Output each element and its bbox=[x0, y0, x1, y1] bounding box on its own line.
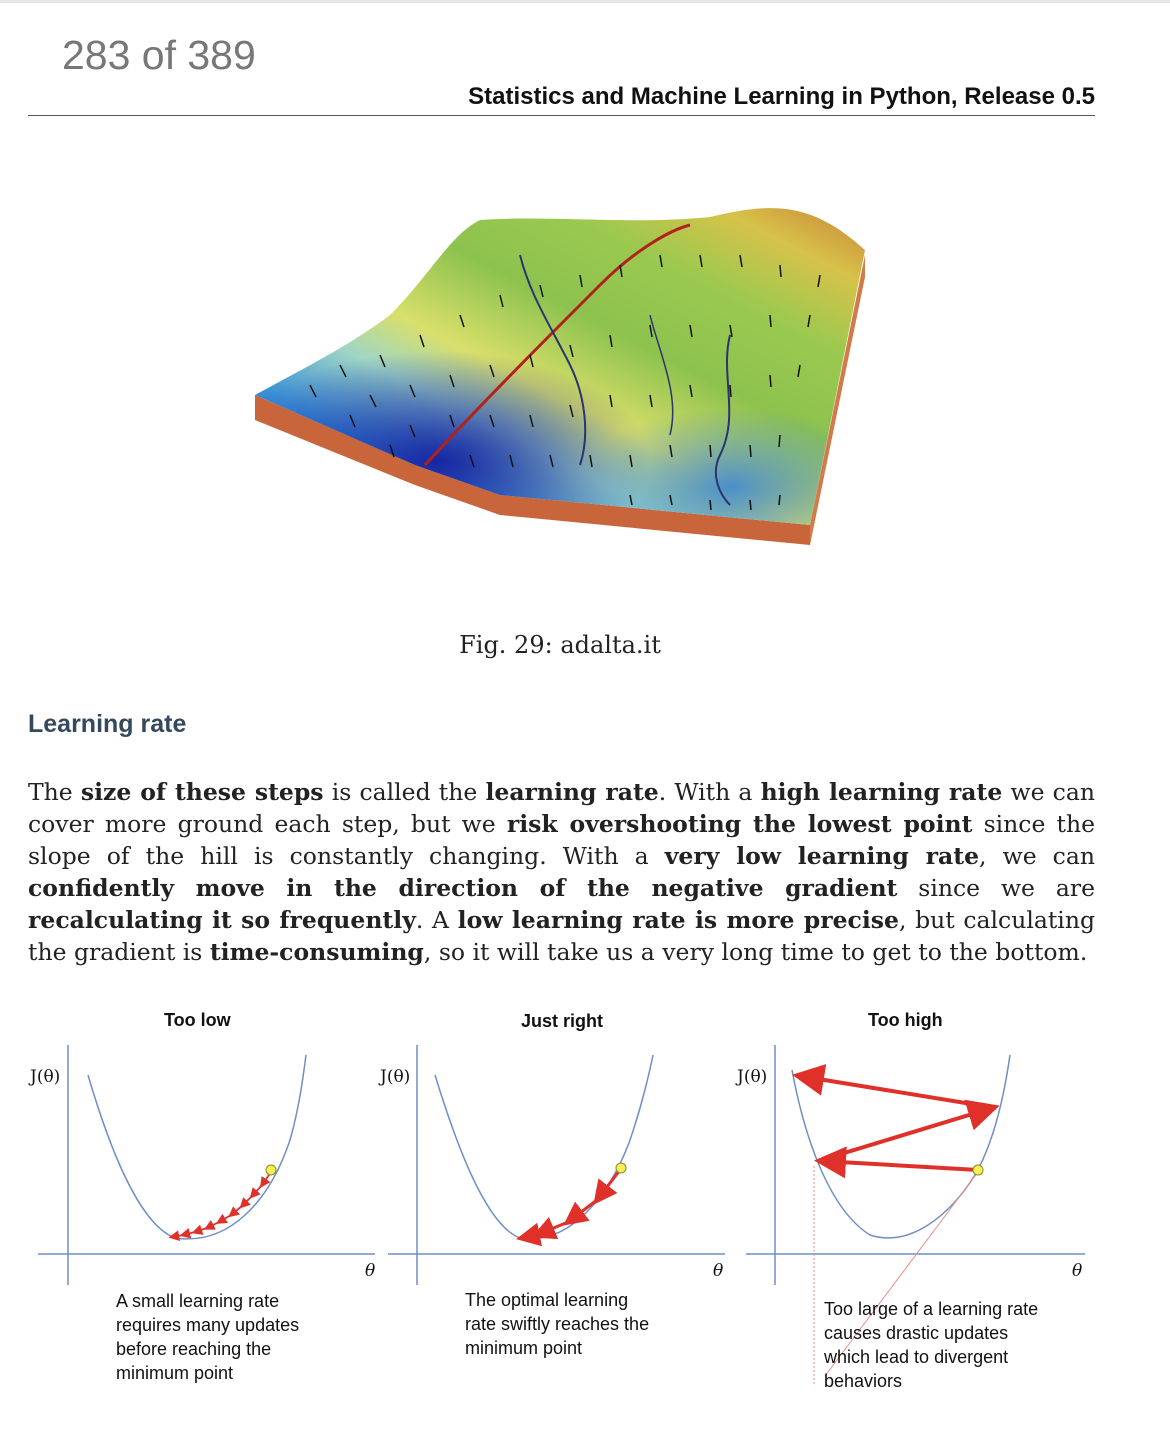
body-text: we can cover more ground each step, but we bbox=[28, 778, 1095, 838]
body-text: , we can bbox=[979, 842, 1095, 870]
emphasis-text: learning rate bbox=[485, 778, 659, 806]
panel-too-low bbox=[38, 1045, 375, 1285]
body-text: since we are bbox=[897, 874, 1095, 902]
x-axis-label: θ bbox=[713, 1261, 724, 1281]
emphasis-text: very low learning rate bbox=[664, 842, 980, 870]
page-counter: 283 of 389 bbox=[62, 32, 256, 78]
body-text: . A bbox=[415, 906, 458, 934]
emphasis-text: low learning rate is more precise bbox=[457, 906, 899, 934]
emphasis-text: size of these steps bbox=[80, 778, 324, 806]
top-divider bbox=[0, 0, 1170, 3]
emphasis-text: recalculating it so frequently bbox=[28, 906, 416, 934]
panel-title-too-high: Too high bbox=[868, 1010, 943, 1030]
panel-just-right bbox=[388, 1045, 725, 1285]
emphasis-text: high learning rate bbox=[760, 778, 1003, 806]
emphasis-text: time-consuming bbox=[209, 938, 424, 966]
body-text: . With a bbox=[658, 778, 761, 806]
body-text: since the slope of the hill is constantly changing. With a bbox=[28, 810, 1096, 870]
y-axis-label: J(θ) bbox=[737, 1067, 768, 1087]
running-head: Statistics and Machine Learning in Python, Release 0.5 bbox=[468, 83, 1095, 110]
panel-title-just-right: Just right bbox=[521, 1011, 604, 1031]
panel-title-too-low: Too low bbox=[164, 1010, 231, 1030]
body-text: is called the bbox=[323, 778, 486, 806]
y-axis-label: J(θ) bbox=[30, 1067, 61, 1087]
body-text: The bbox=[28, 778, 81, 806]
update-arrows bbox=[800, 1076, 996, 1170]
terrain-gradient-figure bbox=[250, 195, 880, 585]
x-axis-label: θ bbox=[1072, 1261, 1083, 1281]
section-heading: Learning rate bbox=[28, 710, 187, 738]
cost-curve bbox=[435, 1055, 653, 1239]
panel-note-too-high: Too large of a learning rate causes drastic updates which lead to divergent behaviors bbox=[824, 1299, 1039, 1391]
start-point bbox=[973, 1165, 983, 1175]
x-axis-label: θ bbox=[365, 1261, 376, 1281]
body-text: , but calculating the gradient is bbox=[28, 906, 1096, 966]
emphasis-text: confidently move in the direction of the negative gradient bbox=[28, 874, 898, 902]
body-text: , so it will take us a very long time to get to the bottom. bbox=[423, 938, 1088, 966]
panel-note-too-low: A small learning rate requires many updates before reaching the minimum point bbox=[116, 1291, 300, 1383]
update-arrows bbox=[522, 1170, 620, 1238]
header-rule bbox=[28, 115, 1095, 116]
start-point bbox=[266, 1165, 276, 1175]
cost-curve bbox=[88, 1055, 306, 1239]
cost-curve bbox=[792, 1055, 1010, 1238]
figure-caption: Fig. 29: adalta.it bbox=[459, 631, 661, 659]
y-axis-label: J(θ) bbox=[380, 1067, 411, 1087]
learning-rate-paragraph bbox=[28, 776, 1095, 968]
panel-note-just-right: The optimal learning rate swiftly reaches the minimum point bbox=[465, 1290, 650, 1358]
emphasis-text: risk overshooting the lowest point bbox=[506, 810, 973, 838]
start-point bbox=[616, 1163, 626, 1173]
